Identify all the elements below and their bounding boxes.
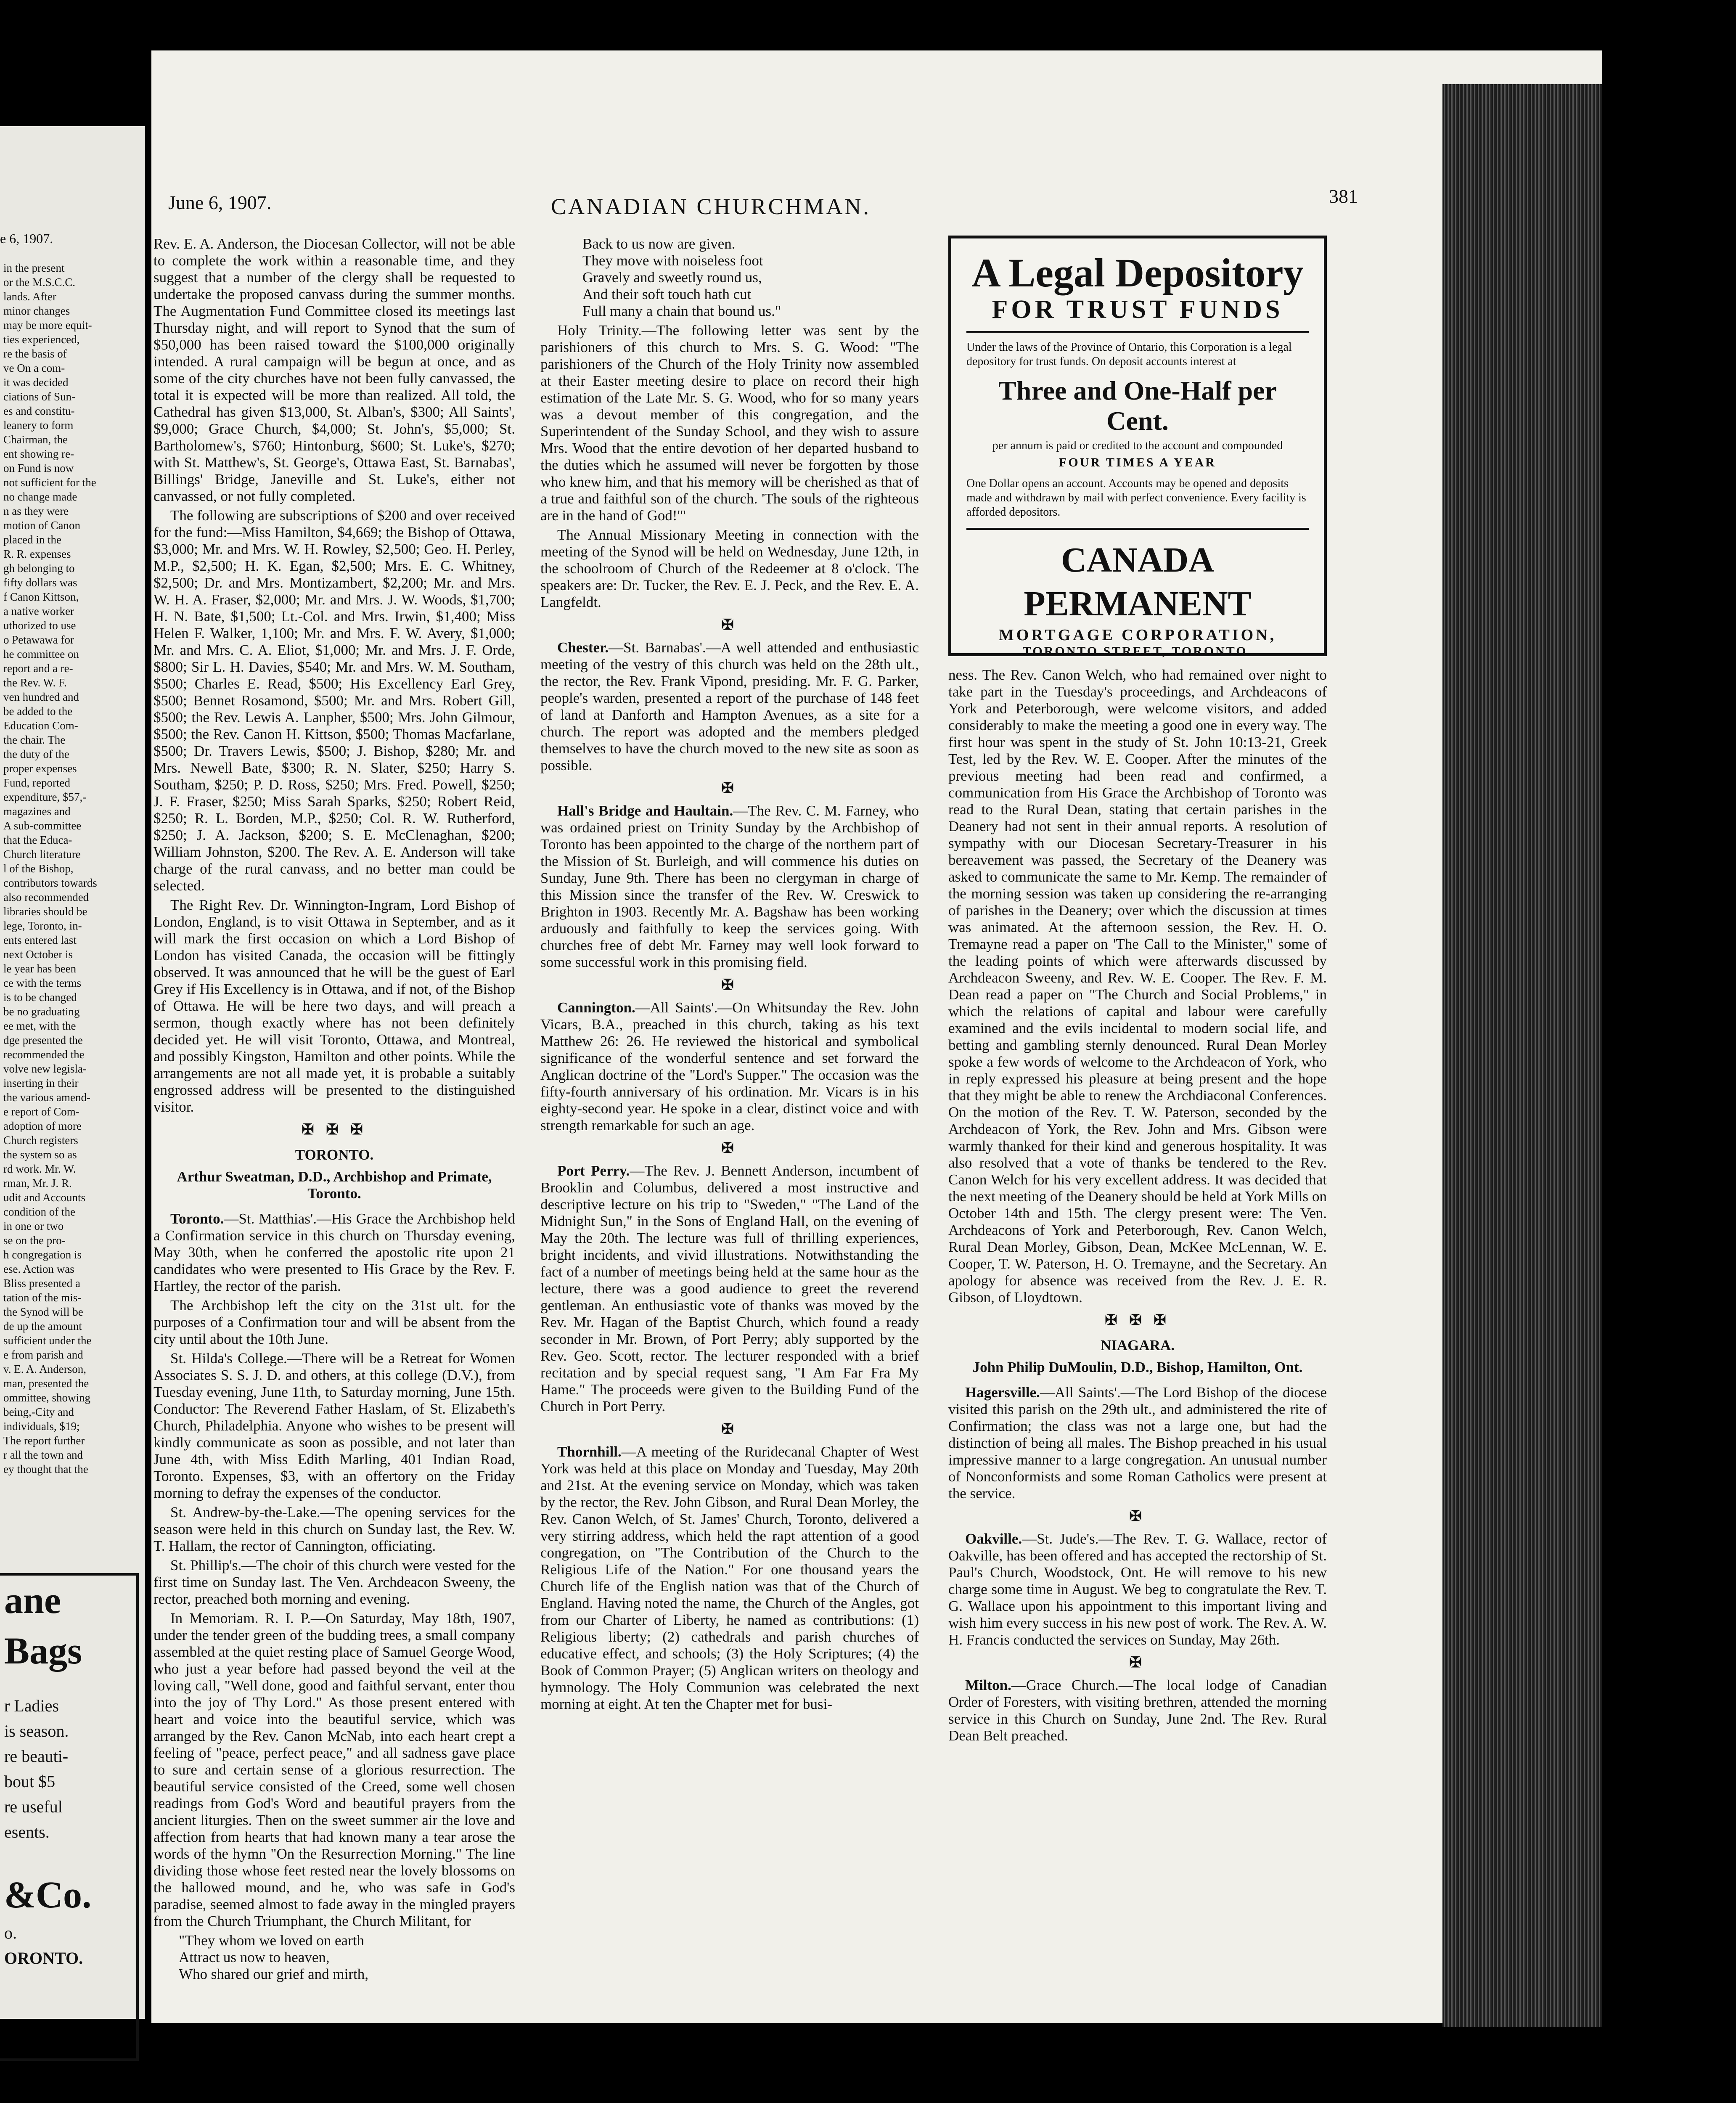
paragraph: St. Hilda's College.—There will be a Retreat for Women Associates S. S. J. D. and others, at this college (D.V.), from Tuesday evening, June 11th, to Saturday morning, June 15th. Conductor: The Reverend Father Haslam, of St. Elizabeth's Church, Philadelphia. Anyone who wishes to be present will kindly communicate as soon as possible, and not later than June 4th, with Miss Edith Marling, 401 Indian Road, Toronto. Expenses, $3, with an offertory on the Friday morning to defray the expenses of the conductor.	[153, 1350, 515, 1501]
left-ad-text: bout $5	[4, 1772, 56, 1791]
left-page-line: ent showing re-	[3, 448, 74, 460]
paragraph-lead: Toronto.	[170, 1210, 224, 1227]
left-page-line: re the basis of	[3, 347, 67, 360]
left-page-line: rd work. Mr. W.	[3, 1163, 76, 1175]
ornament: ✠	[721, 1140, 738, 1156]
left-page-line: the Synod will be	[3, 1306, 83, 1318]
ad-text: One Dollar opens an account. Accounts may be opened and deposits made and withdrawn by mail with perfect convenience. Every facility is afforded depositors.	[966, 477, 1306, 519]
paragraph: In Memoriam. R. I. P.—On Saturday, May 18th, 1907, under the tender green of the budding trees, a small company assembled at the quiet resting place of Samuel George Wood, who just a year before had passed beyond the veil at the loving call, "Well done, good and faithful servant, enter thou into the joy of Thy Lord." As those present entered with heart and voice into the beautiful service, which was arranged by the Rev. Canon McNab, into each heart crept a feeling of "peace, perfect peace," and all sadness gave place to sure and certain sense of a glorious resurrection. The beautiful service consisted of the Creed, some well chosen readings from God's Word and beautiful prayers from the ancient liturgies. Then on the sweet summer air the love and affection from hearts that had known many a tear arose the words of the hymn "On the Resurrection Morning." The line dividing those whose feet rested near the lovely blossoms on the hallowed mound, and he, who was safe in God's paradise, seemed almost to fade away in the mingled prayers from the Church Triumphant, the Church Militant, for	[153, 1610, 515, 1929]
left-ad-text: re beauti-	[4, 1747, 69, 1766]
left-page-line: motion of Canon	[3, 519, 80, 532]
left-page-line: the system so as	[3, 1148, 77, 1161]
left-page-line: es and constitu-	[3, 405, 75, 417]
left-page-column	[3, 261, 144, 1476]
paragraph-lead: Cannington.	[557, 999, 635, 1016]
paragraph-body: —The Rev. C. M. Farney, who was ordained priest on Trinity Sunday by the Archbishop of Toronto has been appointed to the charge of the northern part of the Mission of St. Burleigh, and will commence his duties on Sunday, June 9th. There has been no clergyman in charge of this Mission since the transfer of the Rev. W. Creswick to Brighton in 1903. Recently Mr. A. Bagshaw has been working arduously and faithfully to keep the services going. With churches free of debt Mr. Farney may well look forward to some successful work in this promising field.	[540, 803, 919, 970]
poem-line: Who shared our grief and mirth,	[179, 1966, 368, 1982]
poem-line: Gravely and sweetly round us,	[582, 269, 762, 286]
left-page-line: a native worker	[3, 605, 74, 617]
left-page-line: is to be changed	[3, 991, 77, 1004]
left-page-line: v. E. A. Anderson,	[3, 1363, 86, 1375]
left-page-line: lege, Toronto, in-	[3, 919, 82, 932]
paragraph: The following are subscriptions of $200 and over received for the fund:—Miss Hamilton, $4,669; the Bishop of Ottawa, $3,000; Mr. and Mrs. W. H. Rowley, $2,500; Geo. H. Perley, M.P., $2,500; H. K. Egan, $2,500; Mrs. E. C. Whitney, $2,500; Dr. and Mrs. Montizambert, $2,200; Mr. and Mrs. W. H. A. Fraser, $2,000; Mr. and Mrs. J. W. Woods, $1,700; H. N. Bate, $1,500; Lt.-Col. and Mrs. Irwin, $1,400; Miss Helen F. Walker, 1,100; Mr. and Mrs. F. W. Avery, $1,000; Mr. and Mrs. C. A. Eliot, $1,000; Mr. and Mrs. J. F. Orde, $800; Sir L. H. Davies, $540; Mr. and Mrs. W. M. Southam, $500; Charles E. Read, $500; His Excellency Earl Grey, $500; Bennet Rosamond, $500; Mr. and Mrs. Robert Gill, $500; the Rev. Lewis A. Lanpher, $500; Mrs. John Gilmour, $500; the Rev. Canon H. Kittson, $500; Thomas Macfarlane, $500; Dr. Travers Lewis, $500; J. Bishop, $280; Mr. and Mrs. Newell Bate, $300; R. N. Slater, $250; Harry S. Southam, $250; P. D. Ross, $250; Mrs. Fred. Powell, $250; J. F. Fraser, $250; Miss Sarah Sparks, $250; Robert Reid, $250; R. L. Borden, M.P., $250; Col. R. W. Rutherford, $250; J. A. Jackson, $200; S. E. McClenaghan, $200; William Johnston, $200. The Rev. A. E. Anderson will take charge of the rural canvass, and no better man could be selected.	[153, 507, 515, 894]
ad-text: per annum is paid or credited to the account and compounded	[992, 439, 1283, 452]
left-page-line: l of the Bishop,	[3, 862, 74, 875]
paragraph-lead: Hagersville.	[965, 1384, 1040, 1401]
paragraph: Rev. E. A. Anderson, the Diocesan Collector, will not be able to complete the work within a reasonable time, and they suggest that a number of the clergy shall be requested to undertake the proposed canvass during the summer months. The Augmentation Fund Committee closed its meetings last Thursday night, and will report to Synod that the sum of $50,000 has been raised toward the $100,000 originally intended. A rural campaign will be begun at once, and as some of the city churches have not been fully canvassed, the total it is expected will be more than realized. All told, the Cathedral has given $13,000, St. Alban's, $300; All Saints', $9,000; Grace Church, $4,000; St. John's, $5,000; St. Bartholomew's, $760; Hintonburg, $600; St. Luke's, $270; with St. Matthew's, St. George's, Ottawa East, St. Barnabas', Billings' Bridge, Janeville and St. Luke's, either not canvassed, or not fully completed.	[153, 236, 515, 504]
ad-company-subtitle: MORTGAGE CORPORATION,	[998, 626, 1277, 644]
left-page-line: libraries should be	[3, 905, 87, 918]
left-page-line: or the M.S.C.C.	[3, 276, 76, 289]
left-page-line: udit and Accounts	[3, 1191, 85, 1204]
left-page-line: next October is	[3, 948, 73, 961]
left-page-line: ese. Action was	[3, 1263, 74, 1275]
paragraph-lead: Chester.	[557, 639, 609, 656]
left-facing-page	[0, 126, 145, 2019]
paragraph: St. Phillip's.—The choir of this church were vested for the first time on Sunday last. The Ven. Archdeacon Sweeny, the rector, preached both morning and evening.	[153, 1557, 515, 1607]
paragraph: The Right Rev. Dr. Winnington-Ingram, Lord Bishop of London, England, is to visit Ottawa in September, and as it will mark the first occasion on which a Lord Bishop of London has visited Canada, the occasion will be fittingly observed. It was announced that he will be the guest of Earl Grey if His Excellency is in Ottawa, and if not, of the Bishop of Ottawa. He will be here two days, and will preach a sermon, though exactly where has not been definitely decided yet. He will visit Toronto, Ottawa, and Montreal, and possibly Kingston, Hamilton and other points. While the arrangements are not all made yet, it is probable a suitably engrossed address will be presented to the distinguished visitor.	[153, 897, 515, 1115]
left-page-line: also recommended	[3, 891, 89, 903]
paragraph-body: —All Saints'.—On Whitsunday the Rev. John Vicars, B.A., preached in this church, taking as his text Matthew 26: 26. He reviewed the historical and symbolical significance of the wonderful sentence and set forward the Anglican doctrine of the "Lord's Supper." The occasion was the fifty-fourth anniversary of his ordination. Mr. Vicars is in his eighty-second year. He spoke in a clear, distinct voice and with strength remarkable for such an age.	[540, 999, 919, 1134]
ad-text: Under the laws of the Province of Ontario, this Corporation is a legal depository for trust funds. On deposit accounts interest at	[966, 331, 1309, 369]
paragraph-body: —St. Matthias'.—His Grace the Archbishop held a Confirmation service in this church on Thursday evening, May 30th, when he conferred the apostolic rite upon 21 candidates who were presented to His Grace by the Rev. F. Hartley, the rector of the parish.	[153, 1210, 515, 1294]
paragraph	[948, 1531, 1327, 1648]
left-page-line: o Petawawa for	[3, 633, 74, 646]
advertisement-legal-depository	[948, 236, 1327, 656]
paragraph	[948, 1384, 1327, 1502]
page-edges	[1442, 84, 1623, 2027]
paragraph-body: —A meeting of the Ruridecanal Chapter of West York was held at this place on Monday and Tuesday, May 20th and 21st. At the evening service on Monday, which was taken by the rector, the Rev. John Gibson, and Rural Dean Morley, the Rev. Canon Welch, of St. James' Church, Toronto, delivered a very stirring address, which held the rapt attention of a good congregation, on "The Contribution of the Church to the Religious Life of the Nation." For one thousand years the Church life of the English nation was that of the Church of England. Having noted the name, the Church of the Angles, got from our Charter of Liberty, he named as contributions: (1) Religious liberty; (2) cathedrals and parish churches of educative effect, and schools; (3) the Holy Scriptures; (4) the Book of Common Prayer; (5) Anglican writers on theology and hymnology. The Holy Communion was celebrated the next morning at eight. At ten the Chapter met for busi-	[540, 1443, 919, 1712]
left-ad-text: esents.	[4, 1822, 50, 1841]
left-page-line: de up the amount	[3, 1320, 82, 1332]
left-page-line: f Canon Kittson,	[3, 591, 79, 603]
paragraph	[540, 639, 919, 774]
left-page-line: e from parish and	[3, 1348, 83, 1361]
left-page-line: ciations of Sun-	[3, 390, 75, 403]
left-page-line: se on the pro-	[3, 1234, 66, 1247]
poem-line: Full many a chain that bound us."	[582, 303, 781, 319]
left-page-line: lands. After	[3, 290, 56, 303]
paragraph-lead: Thornhill.	[557, 1443, 622, 1460]
ornament: ✠	[721, 977, 738, 993]
left-page-line: h congregation is	[3, 1248, 82, 1261]
paragraph-body: —Grace Church.—The local lodge of Canadian Order of Foresters, with visiting brethren, attended the morning service in this Church on Sunday, June 2nd. The Rev. Rural Dean Belt preached.	[948, 1677, 1327, 1744]
left-ad-text: r Ladies	[4, 1696, 59, 1715]
left-ad-company: &Co.	[4, 1874, 92, 1916]
paragraph: Holy Trinity.—The following letter was sent by the parishioners of this church to Mrs. S. G. Wood: "The parishioners of the Church of the Holy Trinity now assembled at their Easter meeting desire to place on record their high estimation of the Late Mr. S. G. Wood, who for so many years was a devout member of this congregation, and the Superintendent of the Sunday School, and they wish to assure Mrs. Wood that the entire devotion of her departed husband to the duties which he assumed will never be forgotten by those who knew him, and that his memory will be cherished as that of a true and faithful son of the church. 'The souls of the righteous are in the hand of God!'"	[540, 322, 919, 524]
paragraph-body: —St. Barnabas'.—A well attended and enthusiastic meeting of the vestry of this church was held on the 28th ult., the rector, the Rev. Frank Vipond, presiding. Mr. F. G. Parker, people's warden, presented a report of the purchase of 148 feet of land at Danforth and Hampton Avenues, as a site for a church. The report was adopted and the members pledged themselves to have the church moved to the new site as soon as possible.	[540, 639, 919, 773]
ornament: ✠ ✠ ✠	[302, 1121, 367, 1138]
paragraph: ness. The Rev. Canon Welch, who had remained over night to take part in the Tuesday's proceedings, and Archdeacons of York and Peterborough, were welcome visitors, and added considerably to make the meeting a good one in every way. The first hour was spent in the study of St. John 10:13-21, Greek Test, led by the Rev. W. E. Cooper. After the minutes of the previous meeting had been read and confirmed, a communication from His Grace the Archbishop of Toronto was read to the Rural Dean, stating that certain parishes in the Deanery had not sent in their annual reports. A resolution of sympathy with our Diocesan Secretary-Treasurer in his bereavement was passed, the Secretary of the Deanery was asked to communicate the same to Mr. Kemp. The remainder of the morning session was taken up considering the re-arranging of parishes in the Deanery; over which the discussion at times was animated. At the afternoon session, the Rev. H. O. Tremayne read a paper on 'The Call to the Minister," some of the leading points of which were afterwards discussed by Archdeacon Sweeny, and Rev. W. E. Cooper. The Rev. F. M. Dean read a paper on "The Church and Social Problems," in which the relations of capital and labour were carefully examined and the evils incidental to modern social life, and betting and gambling sternly denounced. Rural Dean Morley spoke a few words of welcome to the Archdeacon of York, who in reply expressed his pleasure at being present and the hope that they might be able to renew the Archdiaconal Conferences. On the motion of the Rev. T. W. Paterson, seconded by the Archdeacon of York, the Rev. John and Mrs. Gibson were warmly thanked for their kind and generous hospitality. It was also resolved that a vote of thanks be tendered to the Rev. Canon Welch for his very excellent address. It was decided that the next meeting of the Deanery should be held at York Mills on October 14th and 15th. The clergy present were: The Ven. Archdeacons of York and Peterborough, Rev. Canon Welch, Rural Dean Morley, Gibson, Dean, McKee McLennan, W. E. Cooper, T. W. Paterson, H. O. Tremayne, and the Secretary. An apology for absence was received from the Rev. J. E. R. Gibson, of Lloydtown.	[948, 667, 1327, 1306]
left-page-line: ents entered last	[3, 934, 77, 946]
left-page-line: proper expenses	[3, 762, 77, 775]
left-page-line: the duty of the	[3, 748, 69, 760]
ornament: ✠	[721, 617, 738, 633]
scan-border	[1602, 0, 1736, 2103]
poem	[582, 236, 919, 320]
ornament: ✠	[1129, 1508, 1146, 1524]
left-page-line: ven hundred and	[3, 691, 79, 703]
left-page-line: magazines and	[3, 805, 71, 818]
left-page-line: be no graduating	[3, 1005, 80, 1018]
left-page-line: Fund, reported	[3, 776, 70, 789]
ad-address: TORONTO STREET, TORONTO.	[1022, 644, 1253, 658]
paragraph: The Archbishop left the city on the 31st ult. for the purposes of a Confirmation tour and will be absent from the city until about the 10th June.	[153, 1297, 515, 1347]
paragraph	[948, 1677, 1327, 1744]
left-page-line: e report of Com-	[3, 1105, 79, 1118]
left-page-line: not sufficient for the	[3, 476, 96, 489]
section-heading-niagara: NIAGARA.	[1101, 1337, 1175, 1353]
paragraph-lead: Oakville.	[965, 1531, 1022, 1547]
paragraph-body: —The Rev. J. Bennett Anderson, incumbent of Brooklin and Columbus, delivered a most instructive and descriptive lecture on his trip to "Sweden," "The Land of the Midnight Sun," in the Sons of England Hall, on the evening of May the 20th. The lecture was full of thrilling experiences, bright incidents, and vivid illustrations. Notwithstanding the fact of a number of meetings being held at the same hour as the lecture, there was a good audience to greet the reverend gentleman. An enthusiastic vote of thanks was moved by the Rev. Mr. Hagan of the Baptist Church, which found a ready seconder in Mr. Brown, of Port Perry; ably supported by the Rev. Geo. Scott, rector. The lecturer responded with a brief recitation and by special request sang, "I Am Far Fra My Hame." The proceeds were given to the Building Fund of the Church in Port Perry.	[540, 1163, 919, 1414]
left-page-line: expenditure, $57,-	[3, 791, 87, 803]
paragraph	[540, 999, 919, 1134]
left-page-line: adoption of more	[3, 1120, 82, 1132]
left-page-line: Church literature	[3, 848, 81, 861]
left-ad-line-1: ane	[4, 1580, 61, 1621]
section-subheading: John Philip DuMoulin, D.D., Bishop, Hamilton, Ont.	[972, 1359, 1303, 1375]
left-page-line: Education Com-	[3, 719, 78, 732]
left-page-line: fifty dollars was	[3, 576, 77, 589]
page-number: 381	[1329, 185, 1358, 207]
left-page-line: uthorized to use	[3, 619, 76, 632]
left-page-line: r all the town and	[3, 1449, 83, 1461]
left-page-line: ee met, with the	[3, 1020, 76, 1032]
left-page-advertisement	[0, 1573, 139, 2061]
paragraph-body: —All Saints'.—The Lord Bishop of the diocese visited this parish on the 29th ult., and administered the rite of Confirmation; the class was not a large one, but had the distinction of being all males. The Bishop preached in his usual impressive manner to a large congregation. An unusual number of Nonconformists and some Roman Catholics were present at the service.	[948, 1384, 1327, 1502]
left-page-line: Bliss presented a	[3, 1277, 80, 1290]
paragraph-lead: Port Perry.	[557, 1163, 630, 1179]
left-page-line: leanery to form	[3, 419, 74, 432]
left-page-line: gh belonging to	[3, 562, 75, 575]
left-page-line: man, presented the	[3, 1377, 89, 1390]
paragraph	[540, 803, 919, 971]
masthead-title: CANADIAN CHURCHMAN.	[551, 194, 871, 219]
header-date: June 6, 1907.	[168, 192, 272, 213]
ad-title: A Legal Depository	[971, 250, 1304, 295]
paragraph-body: —St. Jude's.—The Rev. T. G. Wallace, rector of Oakville, has been offered and has accepted the rectorship of St. Paul's Church, Woodstock, Ont. He will remove to his new charge some time in August. We beg to congratulate the Rev. T. G. Wallace upon his appointment to this important living and wish him every success in his new post of work. The Rev. A. W. H. Francis conducted the services on Sunday, May 26th.	[948, 1531, 1327, 1648]
left-page-line: that the Educa-	[3, 834, 72, 846]
left-page-line: The report further	[3, 1434, 85, 1447]
ornament: ✠	[721, 780, 738, 796]
section-subheading: Arthur Sweatman, D.D., Archbishop and Primate, Toronto.	[177, 1168, 492, 1202]
left-page-line: ommittee, showing	[3, 1391, 90, 1404]
left-page-line: Chairman, the	[3, 433, 68, 446]
left-page-line: report and a re-	[3, 662, 73, 675]
left-page-line: no change made	[3, 490, 77, 503]
poem-line: Back to us now are given.	[582, 236, 736, 252]
left-page-line: inserting in their	[3, 1077, 79, 1089]
left-page-line: contributors towards	[3, 877, 97, 889]
left-page-date: e 6, 1907.	[0, 231, 53, 246]
left-page-line: ey thought that the	[3, 1463, 88, 1475]
left-page-line: n as they were	[3, 505, 69, 517]
left-page-line: in one or two	[3, 1220, 64, 1232]
left-page-line: sufficient under the	[3, 1334, 92, 1347]
paragraph	[540, 1443, 919, 1713]
column-1	[153, 236, 515, 1982]
left-page-line: placed in the	[3, 533, 61, 546]
ad-subtitle: FOR TRUST FUNDS	[992, 295, 1283, 324]
left-page-line: the chair. The	[3, 734, 66, 746]
left-page-line: he committee on	[3, 648, 79, 660]
left-page-line: Church registers	[3, 1134, 78, 1147]
ad-company-name: CANADA PERMANENT	[966, 528, 1309, 626]
ornament: ✠	[721, 1421, 738, 1437]
ornament: ✠ ✠ ✠	[1105, 1312, 1170, 1328]
left-page-line: ce with the terms	[3, 977, 82, 989]
left-page-line: the various amend-	[3, 1091, 90, 1104]
ad-interest-rate: Three and One-Half per Cent.	[998, 376, 1277, 436]
paragraph	[153, 1210, 515, 1295]
paragraph: St. Andrew-by-the-Lake.—The opening services for the season were held in this church on Sunday last, the Rev. W. T. Hallam, the rector of Cannington, officiating.	[153, 1504, 515, 1554]
left-page-line: individuals, $19;	[3, 1420, 80, 1433]
left-ad-text: is season.	[4, 1722, 69, 1740]
section-heading-toronto: TORONTO.	[295, 1147, 374, 1163]
left-page-line: ve On a com-	[3, 362, 65, 374]
left-page-line: recommended the	[3, 1048, 85, 1061]
left-page-line: on Fund is now	[3, 462, 74, 474]
left-page-line: ties experienced,	[3, 333, 80, 346]
poem-line: "They whom we loved on earth	[179, 1932, 364, 1949]
poem-line: They move with noiseless foot	[582, 252, 763, 269]
paragraph: The Annual Missionary Meeting in connection with the meeting of the Synod will be held on Wednesday, June 12th, in the schoolroom of Church of the Redeemer at 8 o'clock. The speakers are: Dr. Tucker, the Rev. E. J. Peck, and the Rev. E. A. Langfeldt.	[540, 527, 919, 610]
paragraph-lead: Hall's Bridge and Haultain.	[557, 803, 733, 819]
left-page-line: tation of the mis-	[3, 1291, 82, 1304]
left-page-line: the Rev. W. F.	[3, 676, 67, 689]
left-page-line: in the present	[3, 262, 65, 274]
column-2	[540, 236, 919, 1935]
ad-frequency: FOUR TIMES A YEAR	[1059, 456, 1216, 469]
left-page-line: may be more equit-	[3, 319, 92, 331]
poem-line: Attract us now to heaven,	[179, 1949, 330, 1965]
left-ad-line-2: Bags	[4, 1630, 82, 1672]
paragraph	[540, 1163, 919, 1415]
paragraph-lead: Milton.	[965, 1677, 1011, 1693]
left-page-line: rman, Mr. J. R.	[3, 1177, 72, 1189]
left-page-line: be added to the	[3, 705, 73, 718]
ornament: ✠	[1129, 1654, 1146, 1671]
left-page-line: le year has been	[3, 962, 77, 975]
left-page-line: minor changes	[3, 305, 70, 317]
poem	[179, 1932, 515, 1983]
left-page-line: A sub-committee	[3, 819, 82, 832]
left-page-line: dge presented the	[3, 1034, 83, 1046]
left-page-line: volve new legisla-	[3, 1062, 87, 1075]
left-page-line: it was decided	[3, 376, 69, 389]
left-ad-city: ORONTO.	[4, 1949, 83, 1968]
left-ad-text: re useful	[4, 1797, 63, 1816]
left-page-line: condition of the	[3, 1205, 75, 1218]
left-page-line: R. R. expenses	[3, 548, 71, 560]
column-3	[948, 667, 1327, 1928]
left-page-line: being,-City and	[3, 1406, 74, 1418]
left-ad-text: o.	[4, 1923, 17, 1942]
poem-line: And their soft touch hath cut	[582, 286, 752, 302]
